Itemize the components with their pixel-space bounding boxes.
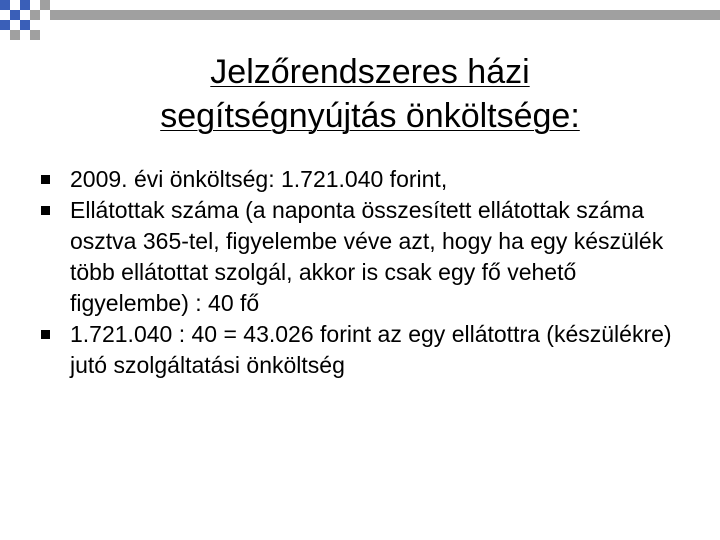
bullet-text: 2009. évi önköltség: 1.721.040 forint, bbox=[70, 166, 448, 192]
deco-square bbox=[20, 0, 30, 10]
deco-square bbox=[10, 30, 20, 40]
deco-square bbox=[20, 20, 30, 30]
square-bullet-icon bbox=[41, 175, 50, 184]
list-item bbox=[40, 195, 690, 319]
bullet-list bbox=[40, 164, 690, 381]
deco-square bbox=[40, 0, 50, 10]
square-bullet-icon bbox=[41, 330, 50, 339]
bullet-text: 1.721.040 : 40 = 43.026 forint az egy ellátottra (készülékre) jutó szolgáltatási önköltség bbox=[70, 321, 672, 378]
slide-title-line: segítségnyújtás önköltsége: bbox=[160, 97, 580, 135]
deco-square bbox=[30, 10, 40, 20]
square-bullet-icon bbox=[41, 206, 50, 215]
deco-bar bbox=[50, 10, 720, 20]
deco-square bbox=[0, 20, 10, 30]
list-item bbox=[40, 164, 690, 195]
deco-square bbox=[30, 30, 40, 40]
list-item bbox=[40, 319, 690, 381]
deco-square bbox=[0, 0, 10, 10]
bullet-text: Ellátottak száma (a naponta összesített ellátottak száma osztva 365-tel, figyelembe véve azt, hogy ha egy készülék több ellátottat szolgál, akkor is csak egy fő vehető figyelembe) : 40 fő bbox=[70, 197, 664, 316]
slide-title-line: Jelzőrendszeres házi bbox=[210, 53, 530, 91]
deco-square bbox=[10, 10, 20, 20]
slide-title bbox=[60, 50, 680, 138]
